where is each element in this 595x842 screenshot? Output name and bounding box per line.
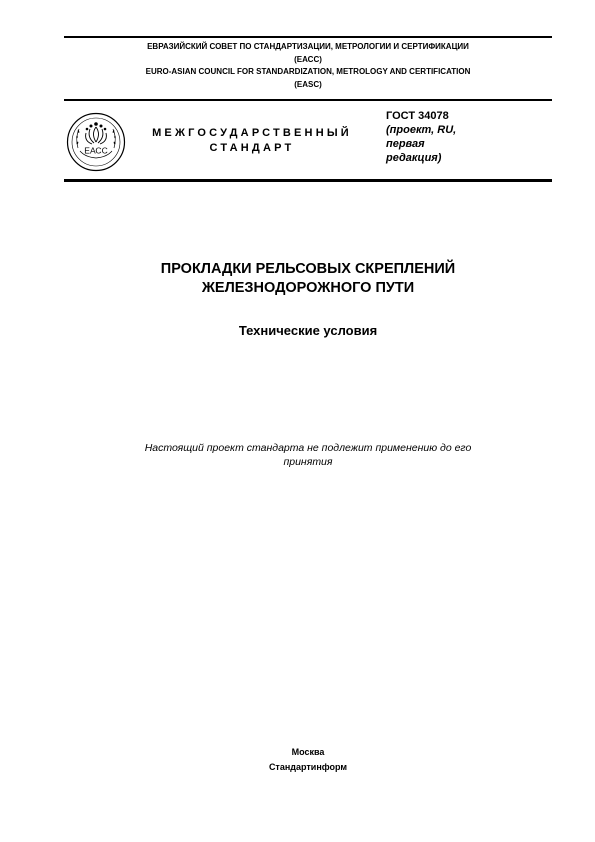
gost-status-1: (проект, RU, <box>386 124 457 136</box>
standard-type-line1: МЕЖГОСУДАРСТВЕННЫЙ <box>152 127 352 139</box>
footer-city: Москва <box>291 747 325 757</box>
draft-notice <box>64 442 552 469</box>
designation-block <box>386 109 546 165</box>
easc-emblem-icon <box>66 112 126 172</box>
header-rule <box>64 99 552 101</box>
council-name-en: EURO-ASIAN COUNCIL FOR STANDARDIZATION, METROLOGY AND CERTIFICATION <box>145 67 471 76</box>
standard-type <box>136 126 368 156</box>
gost-status-2: первая <box>386 138 425 150</box>
gost-number: ГОСТ 34078 <box>386 110 449 122</box>
document-subtitle: Технические условия <box>238 323 378 338</box>
notice-line1: Настоящий проект стандарта не подлежит применению до его <box>144 442 472 454</box>
council-name-ru: ЕВРАЗИЙСКИЙ СОВЕТ ПО СТАНДАРТИЗАЦИИ, МЕТРОЛОГИИ И СЕРТИФИКАЦИИ <box>147 42 469 51</box>
title-line1: ПРОКЛАДКИ РЕЛЬСОВЫХ СКРЕПЛЕНИЙ <box>160 261 456 277</box>
council-header <box>64 41 552 91</box>
title-line2: ЖЕЛЕЗНОДОРОЖНОГО ПУТИ <box>201 280 415 296</box>
footer-publisher: Стандартинформ <box>268 762 348 772</box>
publication-footer <box>64 745 552 775</box>
title-rule <box>64 179 552 182</box>
gost-status-3: редакция) <box>386 152 442 164</box>
standard-type-line2: СТАНДАРТ <box>209 142 295 154</box>
notice-line2: принятия <box>283 455 333 468</box>
council-abbr-en: (EASC) <box>294 79 322 89</box>
logo-text: ЕАСС <box>84 145 108 156</box>
top-rule <box>64 36 552 38</box>
easc-logo <box>66 112 126 172</box>
document-title <box>64 260 552 298</box>
council-abbr-ru: (ЕАСС) <box>294 54 322 64</box>
